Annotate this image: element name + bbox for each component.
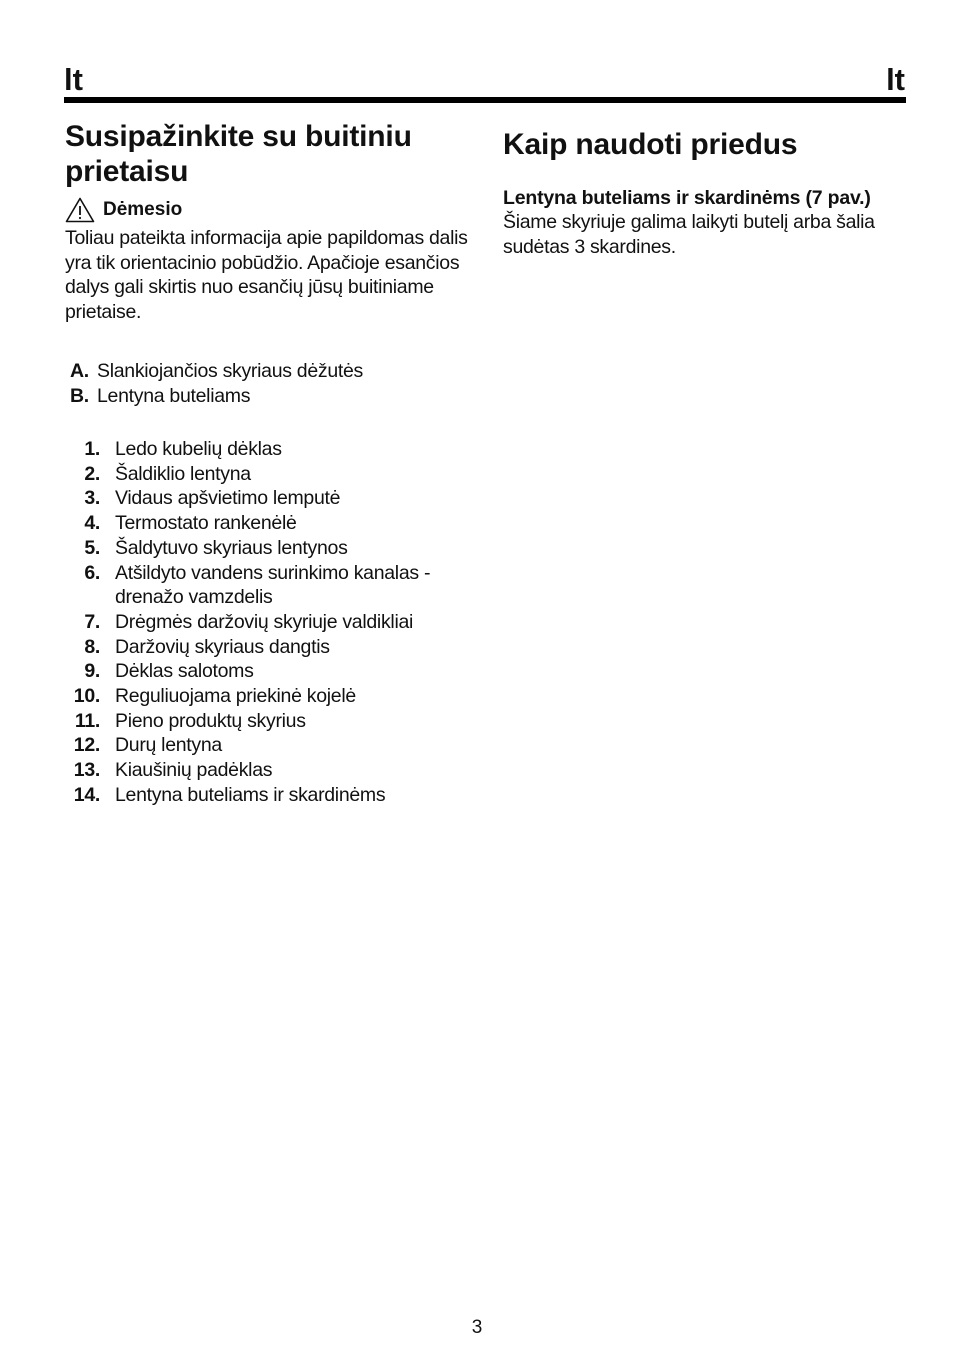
warning-icon bbox=[65, 197, 95, 223]
accessory-subheading: Lentyna buteliams ir skardinėms (7 pav.) bbox=[503, 187, 871, 209]
list-item: 9. Dėklas salotoms bbox=[84, 660, 254, 683]
page-number: 3 bbox=[471, 1317, 483, 1338]
list-item: 14. Lentyna buteliams ir skardinėms bbox=[73, 783, 386, 806]
warning-label: Dėmesio bbox=[103, 199, 183, 220]
warning-heading bbox=[65, 196, 182, 224]
list-item: 12. Durų lentyna bbox=[73, 734, 222, 757]
section-title-right: Kaip naudoti priedus bbox=[503, 128, 798, 161]
components-list bbox=[70, 437, 475, 808]
list-item: 10. Reguliuojama priekinė kojelė bbox=[73, 685, 356, 708]
parts-list bbox=[70, 359, 363, 408]
list-item: 7. Drėgmės daržovių skyriuje valdikliai bbox=[84, 610, 414, 633]
language-code-left: lt bbox=[64, 62, 83, 97]
list-item: B. Lentyna buteliams bbox=[70, 384, 251, 407]
list-item: 1. Ledo kubelių dėklas bbox=[84, 438, 282, 460]
list-item: 4. Termostato rankenėlė bbox=[84, 512, 297, 535]
list-item: 8. Daržovių skyriaus dangtis bbox=[84, 635, 330, 658]
list-item: 6. Atšildyto vandens surinkimo kanalas - drenažo vamzdelis bbox=[84, 561, 431, 609]
list-item: A. Slankiojančios skyriaus dėžutės bbox=[70, 360, 364, 382]
header-rule bbox=[64, 97, 906, 103]
language-code-right: lt bbox=[886, 62, 905, 97]
warning-text: Toliau pateikta informacija apie papildomas dalis yra tik orientacinio pobūdžio. Apačioje esančios dalys gali skirtis nuo esančių jūsų buitiniame prietaise. bbox=[65, 227, 468, 324]
accessory-description: Šiame skyriuje galima laikyti butelį arba šalia sudėtas 3 skardines. bbox=[503, 211, 875, 258]
list-item: 13. Kiaušinių padėklas bbox=[73, 759, 273, 782]
list-item: 11. Pieno produktų skyrius bbox=[74, 709, 306, 732]
section-title-left: Susipažinkite su buitiniu prietaisu bbox=[65, 120, 412, 188]
list-item: 5. Šaldytuvo skyriaus lentynos bbox=[84, 536, 348, 559]
list-item: 3. Vidaus apšvietimo lemputė bbox=[84, 487, 341, 510]
list-item: 2. Šaldiklio lentyna bbox=[84, 462, 251, 485]
